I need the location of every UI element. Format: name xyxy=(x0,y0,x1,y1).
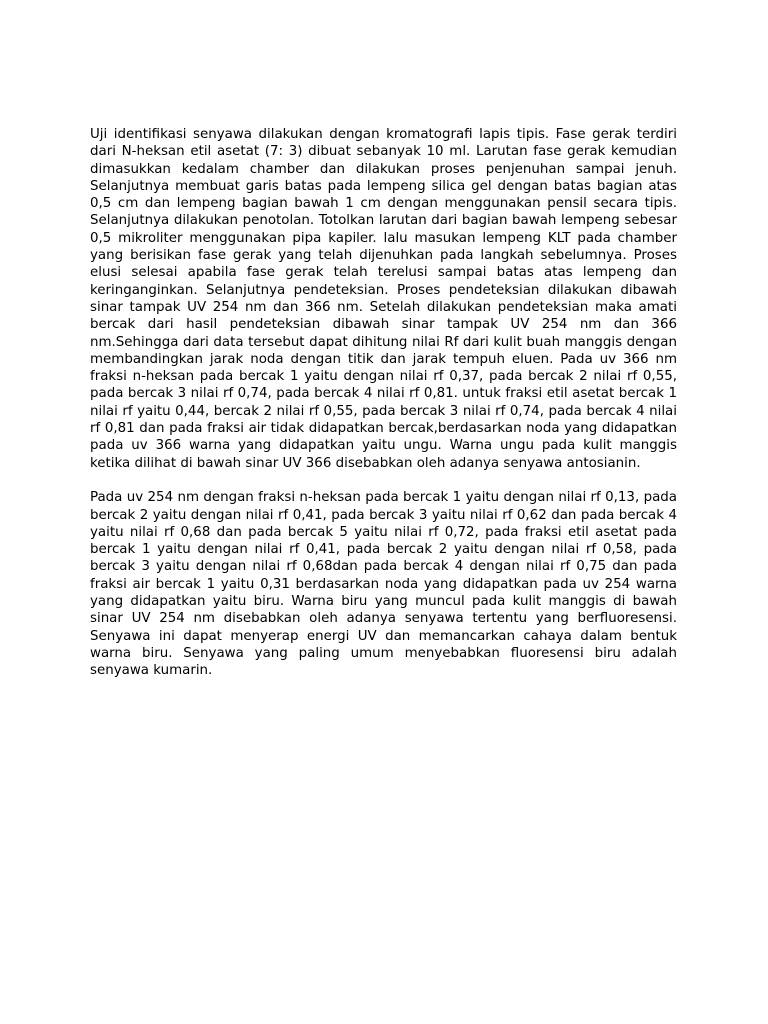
paragraph-1: Uji identifikasi senyawa dilakukan dengan kromatografi lapis tipis. Fase gerak terdiri dari N-heksan etil asetat (7: 3) dibuat sebanyak 10 ml. Larutan fase gerak kemudian dimasukkan kedalam chamber dan dilakukan proses penjenuhan sampai jenuh. Selanjutnya membuat garis batas pada lempeng silica gel dengan batas bagian atas 0,5 cm dan lempeng bagian bawah 1 cm dengan menggunakan pensil secara tipis. Selanjutnya dilakukan penotolan. Totolkan larutan dari bagian bawah lempeng sebesar 0,5 mikroliter menggunakan pipa kapiler. lalu masukan lempeng KLT pada chamber yang berisikan fase gerak yang telah dijenuhkan pada langkah sebelumnya. Proses elusi selesai apabila fase gerak telah terelusi sampai batas atas lempeng dan keringanginkan. Selanjutnya pendeteksian. Proses pendeteksian dilakukan dibawah sinar tampak UV 254 nm dan 366 nm. Setelah dilakukan pendeteksian maka amati bercak dari hasil pendeteksian dibawah sinar tampak UV 254 nm dan 366 nm.Sehingga dari data tersebut dapat dihitung nilai Rf dari kulit buah manggis dengan membandingkan jarak noda dengan titik dan jarak tempuh eluen. Pada uv 366 nm fraksi n-heksan pada bercak 1 yaitu dengan nilai rf 0,37, pada bercak 2 nilai rf 0,55, pada bercak 3 nilai rf 0,74, pada bercak 4 nilai rf 0,81. untuk fraksi etil asetat bercak 1 nilai rf yaitu 0,44, bercak 2 nilai rf 0,55, pada bercak 3 nilai rf 0,74, pada bercak 4 nilai rf 0,81 dan pada fraksi air tidak didapatkan bercak,berdasarkan noda yang didapatkan pada uv 366 warna yang didapatkan yaitu ungu. Warna ungu pada kulit manggis ketika dilihat di bawah sinar UV 366 disebabkan oleh adanya senyawa antosianin. xyxy=(90,127,677,471)
paragraph-2: Pada uv 254 nm dengan fraksi n-heksan pada bercak 1 yaitu dengan nilai rf 0,13, pada bercak 2 yaitu dengan nilai rf 0,41, pada bercak 3 yaitu nilai rf 0,62 dan pada bercak 4 yaitu nilai rf 0,68 dan pada bercak 5 yaitu nilai rf 0,72, pada fraksi etil asetat pada bercak 1 yaitu dengan nilai rf 0,41, pada bercak 2 yaitu dengan nilai rf 0,58, pada bercak 3 yaitu dengan nilai rf 0,68dan pada bercak 4 dengan nilai rf 0,75 dan pada fraksi air bercak 1 yaitu 0,31 berdasarkan noda yang didapatkan pada uv 254 warna yang didapatkan yaitu biru. Warna biru yang muncul pada kulit manggis di bawah sinar UV 254 nm disebabkan oleh adanya senyawa tertentu yang berfluoresensi. Senyawa ini dapat menyerap energi UV dan memancarkan cahaya dalam bentuk warna biru. Senyawa yang paling umum menyebabkan fluoresensi biru adalah senyawa kumarin. xyxy=(90,490,677,679)
document-body xyxy=(90,126,677,680)
